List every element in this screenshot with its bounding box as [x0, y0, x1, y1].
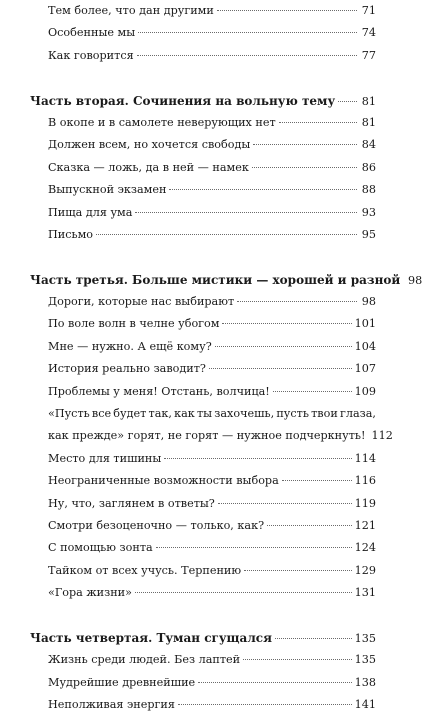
toc-entry [30, 336, 376, 358]
toc-entry-page: 114 [354, 451, 376, 465]
toc-entry [30, 224, 376, 246]
toc-entry-title: Место для тишины [48, 451, 162, 465]
dot-leader [198, 682, 351, 683]
toc-entry-page: 129 [354, 563, 376, 577]
dot-leader [237, 301, 357, 302]
toc-entry-title: Выпускной экзамен [48, 183, 167, 197]
dot-leader [273, 391, 352, 392]
dot-leader [279, 122, 357, 123]
part-page: 81 [361, 94, 376, 108]
toc-entry [30, 537, 376, 559]
dot-leader [137, 55, 357, 56]
toc-entry-page: 141 [354, 698, 376, 712]
toc-entry-title: Сказка — ложь, да в ней — намек [48, 160, 249, 174]
toc-entry-page: 104 [354, 339, 376, 353]
toc-entry-page: 135 [354, 653, 376, 667]
toc-entry-title: Ну, что, заглянем в ответы? [48, 496, 215, 510]
toc-entry-title: Жизнь среди людей. Без лаптей [48, 653, 241, 667]
dot-leader [169, 189, 357, 190]
dot-leader [222, 323, 351, 324]
toc-entry [30, 0, 376, 22]
toc-entry-page: 131 [354, 586, 376, 600]
toc-entry [30, 470, 376, 492]
toc-entry-page: 86 [361, 160, 376, 174]
toc-entry-title: Дороги, которые нас выбирают [48, 295, 235, 309]
table-of-contents [30, 0, 422, 717]
toc-entry [30, 22, 376, 44]
toc-entry-page: 119 [354, 496, 376, 510]
dot-leader [252, 167, 357, 168]
toc-entry-page: 98 [361, 295, 376, 309]
toc-entry-page: 74 [361, 26, 376, 40]
toc-entry-title: как прежде» горят, не горят — нужное подчеркнуть! [48, 429, 366, 443]
dot-leader [267, 525, 352, 526]
toc-entry [30, 672, 376, 694]
toc-entry-title: Особенные мы [48, 26, 136, 40]
toc-entry-title: История реально заводит? [48, 362, 206, 376]
toc-entry-page: 101 [354, 317, 376, 331]
section-gap [30, 605, 376, 627]
toc-entry [30, 291, 376, 313]
part-heading [30, 90, 376, 112]
dot-leader [275, 638, 352, 639]
toc-entry [30, 448, 376, 470]
part-page: 98 [408, 273, 422, 287]
word: пусть [276, 407, 309, 421]
toc-entry-title: В окопе и в самолете неверующих нет [48, 115, 276, 129]
dot-leader [244, 570, 352, 571]
dot-leader [209, 368, 352, 369]
word: глаза, [339, 407, 376, 421]
toc-entry [30, 694, 376, 716]
section-gap [30, 246, 376, 268]
toc-entry-page: 121 [354, 518, 376, 532]
dot-leader [138, 32, 357, 33]
word: все [91, 407, 112, 421]
toc-entry [30, 45, 376, 67]
toc-entry-page: 71 [361, 4, 376, 17]
dot-leader [215, 346, 352, 347]
dot-leader [178, 704, 352, 705]
part-title: Часть вторая. Сочинения на вольную тему [30, 93, 336, 108]
toc-entry-title: Проблемы у меня! Отстань, волчица! [48, 384, 270, 398]
toc-entry-title: «Гора жизни» [48, 586, 132, 600]
part-page: 135 [354, 631, 376, 645]
toc-entry-title: Как говорится [48, 48, 134, 62]
part-heading [30, 627, 376, 649]
part-heading [30, 269, 422, 291]
toc-entry-page: 95 [361, 227, 376, 241]
dot-leader [218, 503, 352, 504]
dot-leader [253, 144, 357, 145]
part-title: Часть четвертая. Туман сгущался [30, 630, 272, 645]
toc-entry-title: Неограниченные возможности выбора [48, 474, 279, 488]
dot-leader [135, 212, 357, 213]
dot-leader [164, 458, 351, 459]
toc-entry-line1 [48, 403, 376, 425]
toc-entry [30, 515, 376, 537]
toc-entry-page: 84 [361, 138, 376, 152]
toc-entry [30, 582, 376, 604]
dot-leader [282, 480, 352, 481]
toc-entry-title: Мне — нужно. А ещё кому? [48, 339, 212, 353]
toc-entry-line2 [48, 425, 393, 447]
word: «Пусть [48, 407, 90, 421]
toc-entry-title: Мудрейшие древнейшие [48, 675, 196, 689]
toc-entry-page: 107 [354, 362, 376, 376]
word: так, [148, 407, 172, 421]
word: как [174, 407, 195, 421]
toc-entry [30, 134, 376, 156]
dot-leader [135, 592, 352, 593]
toc-entry-page: 77 [361, 48, 376, 62]
dot-leader [243, 659, 352, 660]
section-gap [30, 67, 376, 89]
dot-leader [338, 101, 357, 102]
toc-entry-page: 138 [354, 675, 376, 689]
toc-entry [30, 112, 376, 134]
toc-entry [30, 560, 376, 582]
part-title: Часть третья. Больше мистики — хорошей и разной [30, 272, 401, 287]
toc-entry-wrapped [30, 403, 393, 448]
word: будет [113, 407, 147, 421]
toc-entry-page: 116 [354, 474, 376, 488]
toc-entry-page: 88 [361, 183, 376, 197]
toc-entry-page: 93 [361, 205, 376, 219]
toc-entry [30, 202, 376, 224]
toc-entry [30, 157, 376, 179]
toc-entry [30, 179, 376, 201]
word: твои [311, 407, 338, 421]
toc-entry-title: Должен всем, но хочется свободы [48, 138, 251, 152]
dot-leader [156, 547, 352, 548]
toc-entry-title: Пища для ума [48, 205, 133, 219]
toc-entry [30, 358, 376, 380]
toc-entry-page: 112 [371, 429, 393, 443]
toc-entry-title: Тем более, что дан другими [48, 4, 214, 17]
toc-entry [30, 493, 376, 515]
toc-entry-title: По воле волн в челне убогом [48, 317, 220, 331]
toc-entry [30, 649, 376, 671]
dot-leader [217, 10, 357, 11]
toc-entry-title: Смотри безоценочно — только, как? [48, 518, 265, 532]
toc-entry [30, 381, 376, 403]
toc-entry-title: Неполживая энергия [48, 698, 175, 712]
word: захочешь, [214, 407, 275, 421]
toc-entry-page: 109 [354, 384, 376, 398]
word: ты [196, 407, 213, 421]
toc-entry-title: Письмо [48, 227, 94, 241]
toc-entry-title: Тайком от всех учусь. Терпению [48, 563, 242, 577]
toc-entry-page: 81 [361, 115, 376, 129]
toc-entry-page: 124 [354, 541, 376, 555]
toc-entry [30, 313, 376, 335]
dot-leader [96, 234, 357, 235]
toc-entry-title: С помощью зонта [48, 541, 153, 555]
